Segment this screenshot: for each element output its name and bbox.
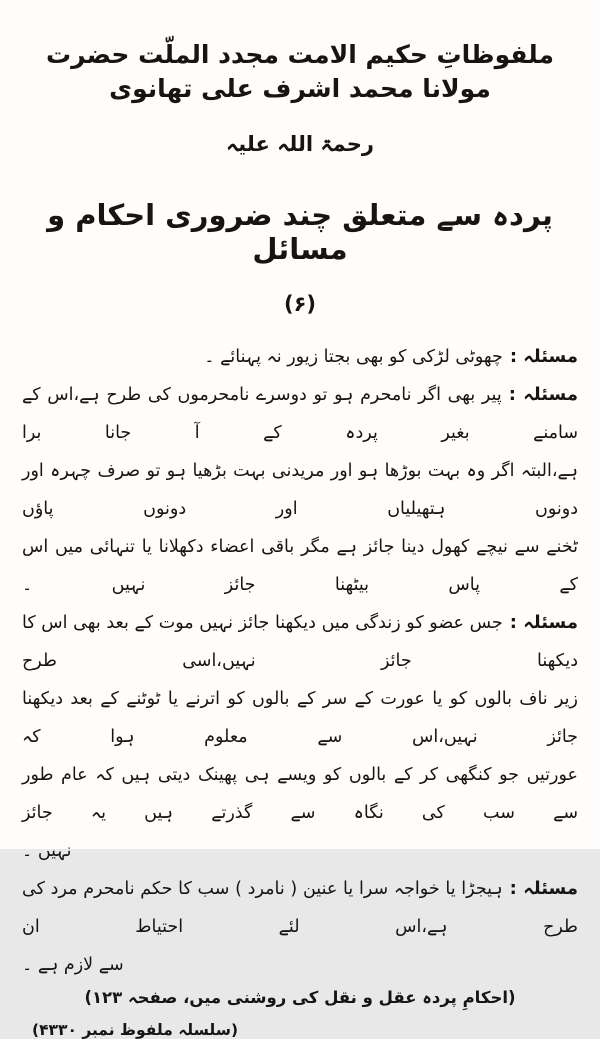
masala-text: چھوٹی لڑکی کو بھی بجتا زیور نہ پہنائے ۔ (204, 346, 503, 367)
honorific-line: رحمۃ اللہ علیہ (226, 131, 374, 156)
masala-paragraph-2 (20, 376, 580, 604)
masala-line (20, 338, 580, 376)
series-number: (سلسلہ ملفوظ نمبر ۴۳۳۰) (32, 1020, 239, 1039)
main-title: ملفوظاتِ حکیم الامت مجدد الملّت حضرت مولانا محمد اشرف علی تھانوی (46, 40, 554, 103)
masala-label: مسئلہ : (509, 345, 578, 367)
masala-label: مسئلہ : (509, 877, 579, 899)
masala-paragraph-4 (20, 870, 580, 984)
masala-label: مسئلہ : (508, 383, 578, 405)
masala-line: زیر ناف بالوں کو یا عورت کے سر کے بالوں کو اترنے یا ٹوٹنے کے بعد دیکھنا جائز نہیں،اس سے معلوم ہوا کہ (22, 688, 578, 747)
masala-text: پیر بھی اگر نامحرم ہو تو دوسرے نامحرموں کی طرح ہے،اس کے سامنے بغیر پردہ کے آ جانا برا (22, 384, 578, 443)
masala-line (20, 604, 580, 680)
masala-text: جس عضو کو زندگی میں دیکھنا جائز نہیں موت کے بعد بھی اس کا دیکھنا جائز نہیں،اسی طرح (22, 612, 578, 671)
masala-line (20, 870, 580, 946)
masala-line: ہے،البتہ اگر وہ بہت بوڑھا ہو اور مریدنی بہت بڑھیا ہو تو صرف چہرہ اور دونوں ہتھیلیاں اور دونوں پاؤں (22, 460, 578, 519)
masala-line (20, 376, 580, 452)
masala-label: مسئلہ : (509, 611, 579, 633)
masala-text: ہیجڑا یا خواجہ سرا یا عنین ( نامرد ) سب کا حکم نامحرم مرد کی طرح ہے،اس لئے احتیاط ان (22, 878, 578, 937)
source-reference: (احکامِ پردہ عقل و نقل کی روشنی میں، صفحہ ۱۲۳) (84, 987, 516, 1007)
masala-paragraph-1 (20, 338, 580, 376)
body-text (20, 338, 580, 984)
masala-line: سے لازم ہے ۔ (22, 954, 124, 975)
masala-paragraph-3 (20, 604, 580, 870)
masala-line: ٹخنے سے نیچے کھول دینا جائز ہے مگر باقی اعضاء دکھلانا یا تنہائی میں اس کے پاس بیٹھنا جائز نہیں ۔ (22, 536, 578, 595)
masala-line: عورتیں جو کنگھی کر کے بالوں کو ویسے ہی پھینک دیتی ہیں کہ عام طور سے سب کی نگاہ سے گذرتے ہیں یہ جائز (22, 764, 578, 823)
section-number: (۶) (283, 291, 317, 316)
section-heading: پردہ سے متعلق چند ضروری احکام و مسائل (47, 197, 553, 266)
masala-line: نہیں ۔ (22, 840, 72, 861)
